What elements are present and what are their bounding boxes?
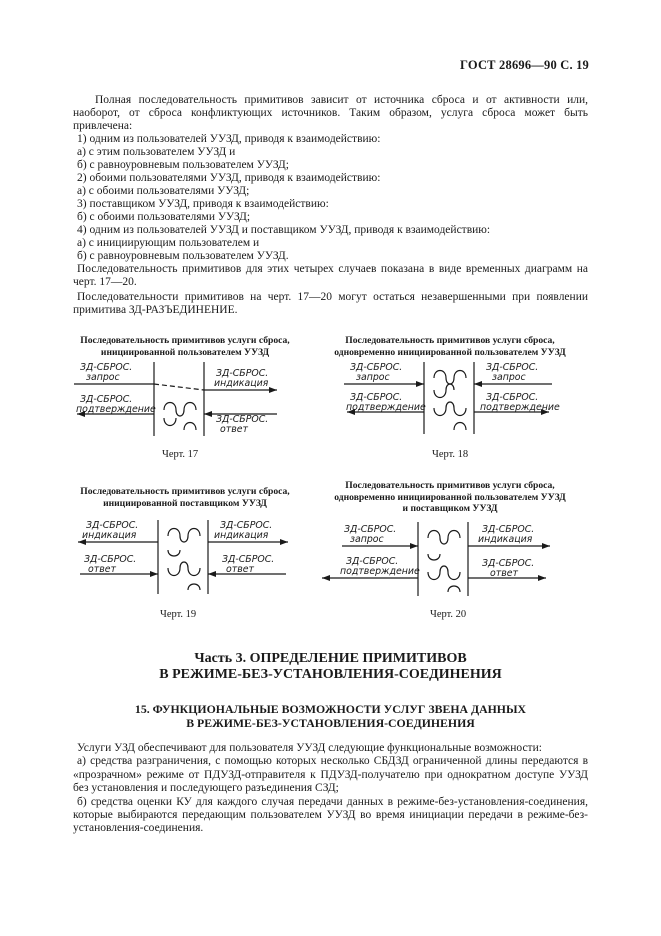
label: индикация: [82, 530, 137, 541]
intro-paragraph-3: Последовательности примитивов на черт. 17—20 могут остаться незавершенными при появлении примитива ЗД-РАЗЪЕДИНЕНИЕ.: [73, 291, 588, 316]
label: ЗД-СБРОС.: [216, 414, 269, 425]
figure-title-line: инициированной пользователем УУЗД: [100, 346, 270, 358]
section-title: [0, 702, 661, 730]
list-item: б) с обоими пользователями УУЗД;: [77, 211, 251, 223]
figure-17-title: [60, 335, 310, 358]
list-item: б) с равноуровневым пользователем УУЗД.: [77, 250, 289, 262]
label: ЗД-СБРОС.: [222, 554, 275, 565]
figure-title-line: Последовательность примитивов услуги сброса,: [345, 480, 555, 491]
label: ЗД-СБРОС.: [84, 554, 137, 565]
label: ответ: [490, 568, 518, 579]
label: ЗД-СБРОС.: [482, 558, 535, 569]
figure-18-diagram: [342, 360, 562, 438]
label: ЗД-СБРОС.: [350, 362, 403, 373]
page-header: ГОСТ 28696—90 С. 19: [460, 58, 589, 72]
part-title-line: Часть 3. ОПРЕДЕЛЕНИЕ ПРИМИТИВОВ: [194, 651, 467, 666]
label: запрос: [356, 372, 390, 383]
label: ЗД-СБРОС.: [486, 362, 539, 373]
list-item: 3) поставщиком УУЗД, приводя к взаимодействию:: [77, 198, 329, 210]
label: ЗД-СБРОС.: [80, 394, 133, 405]
section-paragraph: а) средства разграничения, с помощью которых несколько СБДЗД ограниченной длины передаются в «прозрачном» режиме от ПДУЗД-отправителя к ПДУЗД-получателю при однократном доступе УУЗД без установления и последующего разъединения СЗД;: [73, 755, 588, 795]
section-paragraph: б) средства оценки КУ для каждого случая передачи данных в режиме-без-установления-соединения, которые выбираются передающим пользователем УУЗД во время инициации передачи в режиме-без-установления-соединения.: [73, 795, 588, 835]
label: ЗД-СБРОС.: [486, 392, 539, 403]
figure-title-line: инициированной поставщиком УУЗД: [103, 497, 267, 509]
figure-19-diagram: [76, 518, 306, 598]
part-title-line: В РЕЖИМЕ-БЕЗ-УСТАНОВЛЕНИЯ-СОЕДИНЕНИЯ: [159, 667, 502, 682]
list-item: а) с инициирующим пользователем и: [77, 237, 260, 249]
intro-paragraph: Полная последовательность примитивов зависит от источника сброса и от активности или, наоборот, от сброса конфликтующих источников. Таким образом, услуга сброса может быть привлечена:: [73, 94, 588, 132]
label: ЗД-СБРОС.: [216, 368, 269, 379]
figure-17-caption: Черт. 17: [162, 449, 199, 460]
intro-text: [73, 94, 588, 317]
part-title: [0, 651, 661, 683]
label: ЗД-СБРОС.: [80, 362, 133, 373]
figure-title-line: и поставщиком УУЗД: [402, 503, 498, 514]
label: ЗД-СБРОС.: [220, 520, 273, 531]
list-item: 4) одним из пользователей УУЗД и поставщиком УУЗД, приводя к взаимодействию:: [77, 224, 491, 236]
label: ЗД-СБРОС.: [344, 524, 397, 535]
figure-17-diagram: [72, 360, 302, 440]
figure-19-title: [60, 486, 310, 509]
label: индикация: [214, 530, 269, 541]
label: индикация: [478, 534, 533, 545]
figure-title-line: Последовательность примитивов услуги сброса,: [345, 335, 555, 346]
figure-title-line: одновременно инициированной пользователем УУЗД: [334, 346, 566, 358]
label: запрос: [86, 372, 120, 383]
label: ЗД-СБРОС.: [346, 556, 399, 567]
list-item: а) с этим пользователем УУЗД и: [77, 146, 236, 158]
figure-20-caption: Черт. 20: [430, 609, 467, 620]
label: запрос: [350, 534, 384, 545]
intro-paragraph-2: Последовательность примитивов для этих четырех случаев показана в виде временных диаграмм на черт. 17—20.: [73, 263, 588, 288]
label: ответ: [88, 564, 116, 575]
label: индикация: [214, 378, 269, 389]
figure-19-caption: Черт. 19: [160, 609, 197, 620]
label: ЗД-СБРОС.: [86, 520, 139, 531]
label: подтверждение: [480, 402, 560, 413]
list-item: 2) обоими пользователями УУЗД, приводя к взаимодействию:: [77, 172, 381, 184]
list-item: б) с равноуровневым пользователем УУЗД;: [77, 159, 289, 171]
label: запрос: [492, 372, 526, 383]
label: подтверждение: [340, 566, 420, 577]
figure-20-title: [315, 480, 585, 515]
section-paragraph: Услуги УЗД обеспечивают для пользователя УУЗД следующие функциональные возможности:: [77, 742, 542, 754]
label: ответ: [220, 424, 248, 435]
label: ЗД-СБРОС.: [482, 524, 535, 535]
figure-18-caption: Черт. 18: [432, 449, 469, 460]
figure-20-diagram: [318, 520, 558, 600]
list-item: а) с обоими пользователями УУЗД;: [77, 185, 250, 197]
figure-title-line: Последовательность примитивов услуги сброса,: [80, 335, 290, 346]
list-item: 1) одним из пользователей УУЗД, приводя к взаимодействию:: [77, 133, 381, 145]
section-title-line: 15. ФУНКЦИОНАЛЬНЫЕ ВОЗМОЖНОСТИ УСЛУГ ЗВЕНА ДАННЫХ: [134, 702, 527, 716]
label: подтверждение: [346, 402, 426, 413]
section-text: [73, 742, 588, 836]
figure-title-line: одновременно инициированной пользователем УУЗД: [334, 491, 566, 503]
label: ЗД-СБРОС.: [350, 392, 403, 403]
figure-title-line: Последовательность примитивов услуги сброса,: [80, 486, 290, 497]
label: подтверждение: [76, 404, 156, 415]
figure-18-title: [315, 335, 585, 358]
section-title-line: В РЕЖИМЕ-БЕЗ-УСТАНОВЛЕНИЯ-СОЕДИНЕНИЯ: [186, 716, 475, 730]
label: ответ: [226, 564, 254, 575]
